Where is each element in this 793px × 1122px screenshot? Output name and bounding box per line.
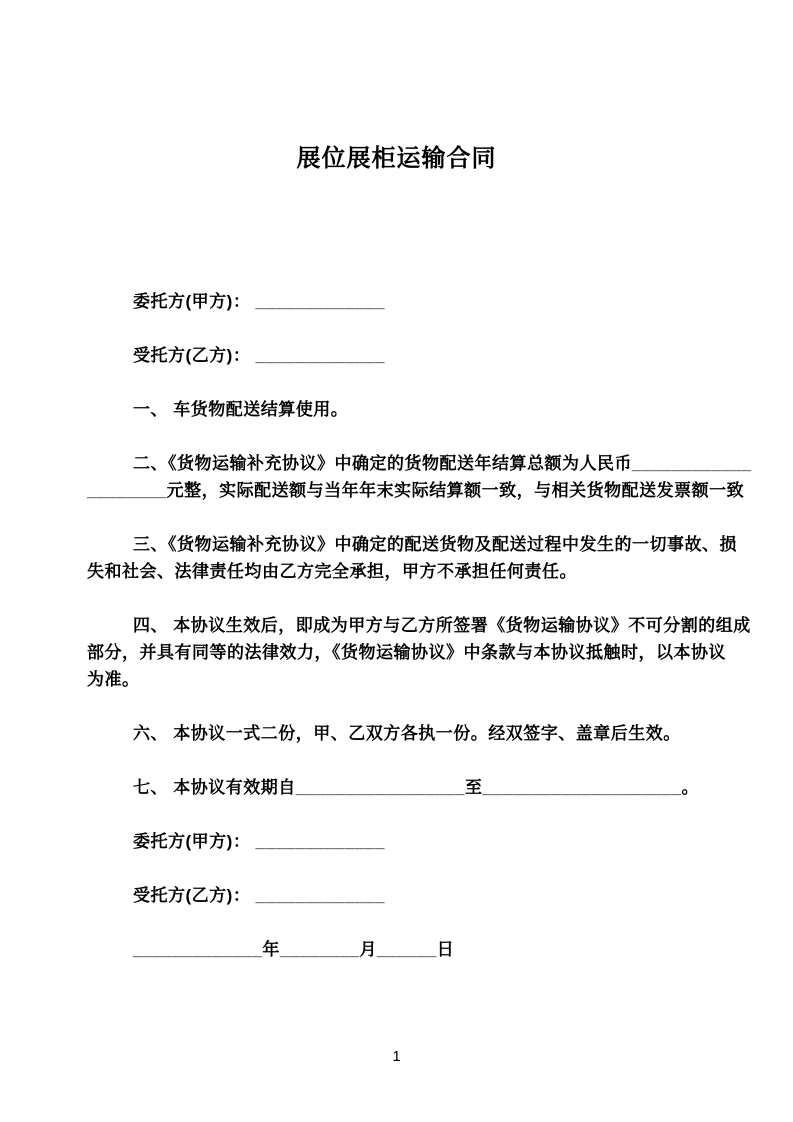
text-line: 委托方(甲方)： _____________ <box>133 292 385 311</box>
clause-4 <box>87 612 751 693</box>
text-line: 七、 本协议有效期自_________________至____________________。 <box>133 778 700 797</box>
text-line: ________元整，实际配送额与当年年末实际结算额一致，与相关货物配送发票额一致 <box>87 481 745 500</box>
clause-2 <box>87 450 752 504</box>
date-field <box>87 936 703 963</box>
text-line: 委托方(甲方)： _____________ <box>133 832 385 851</box>
text-line: 失和社会、法律责任均由乙方完全承担，甲方不承担任何责任。 <box>87 562 577 581</box>
party-b-field-signature <box>87 882 703 909</box>
text-line: _____________年________月______日 <box>133 940 455 959</box>
text-line: 三、《货物运输补充协议》中确定的配送货物及配送过程中发生的一切事故、损 <box>133 535 737 554</box>
document-title: 展位展柜运输合同 <box>296 145 497 172</box>
clause-7 <box>87 774 703 801</box>
text-line: 受托方(乙方)： _____________ <box>133 346 385 365</box>
text-line: 二、《货物运输补充协议》中确定的货物配送年结算总额为人民币____________ <box>133 454 752 473</box>
clause-1 <box>87 396 703 423</box>
text-line: 四、 本协议生效后，即成为甲方与乙方所签署《货物运输协议》不可分割的组成 <box>133 616 751 635</box>
clause-6 <box>87 720 703 747</box>
text-line: 六、 本协议一式二份，甲、乙双方各执一份。经双签字、盖章后生效。 <box>133 724 681 743</box>
text-line: 一、 车货物配送结算使用。 <box>133 400 349 419</box>
party-a-field-signature <box>87 828 703 855</box>
party-a-field-top <box>87 288 703 315</box>
clause-3 <box>87 531 737 585</box>
text-line: 为准。 <box>87 670 140 689</box>
document-body <box>87 288 752 990</box>
page-number: 1 <box>392 1048 401 1065</box>
party-b-field-top <box>87 342 703 369</box>
text-line: 受托方(乙方)： _____________ <box>133 886 385 905</box>
text-line: 部分，并具有同等的法律效力，《货物运输协议》中条款与本协议抵触时，以本协议 <box>87 643 726 662</box>
